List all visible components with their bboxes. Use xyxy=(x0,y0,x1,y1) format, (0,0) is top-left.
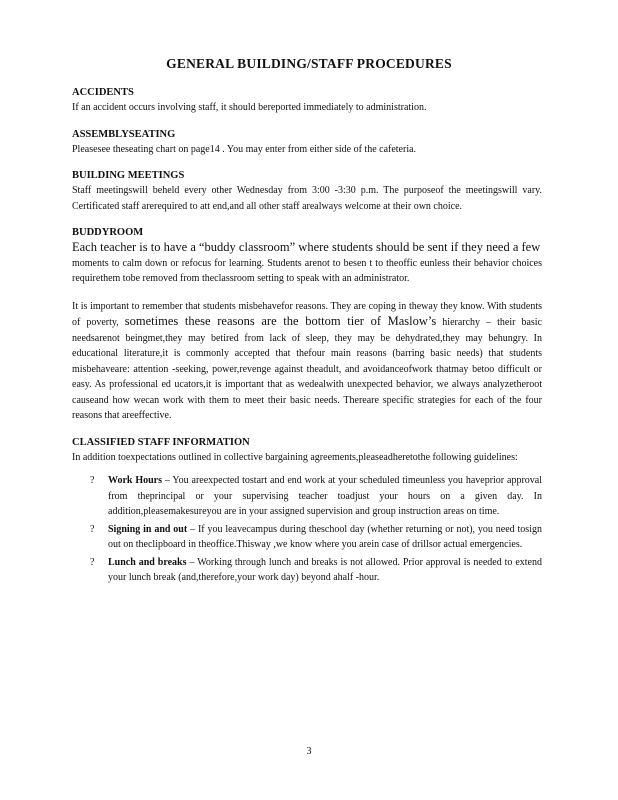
section-intro: In addition toexpectations outlined in collective bargaining agreements,pleaseadheretothe following guidelines: xyxy=(72,451,518,463)
item-label: Signing in and out xyxy=(108,523,188,535)
guidelines-list xyxy=(72,473,542,586)
section-text: Staff meetingswill beheld every other Wednesday from 3:00 -3:30 p.m. The purposeof the meetingswill vary. Certificated staff arerequired to att end,and all other staff arealways welcome at their own choice. xyxy=(72,185,542,212)
item-text: – You areexpected tostart and end work at your scheduled timeunless you haveprior approval from theprincipal or your supervising teacher toadjust your hours on a given day. In addition,pleasemakesureyou are in your assigned supervision and group instruction areas on time. xyxy=(108,475,543,517)
section-buddy-room xyxy=(72,226,542,424)
item-text: – If you leavecampus during theschool day (whether returning or not), you need tosign out on theclipboard in theoffice.Thisway ,we know where you arein case of drillsor actual emergencies. xyxy=(108,523,542,550)
item-label: Lunch and breaks xyxy=(108,556,187,568)
text-fragment-emphasis: sometimes these reasons are the bottom tier of Maslow’s xyxy=(124,314,437,328)
text-fragment: It is important to remember that students misbehavefor reasons. They are coping in theway they know. With students of poverty, xyxy=(72,300,542,328)
page-number: 3 xyxy=(306,746,312,757)
bullet-marker: ? xyxy=(90,475,95,486)
item-text: – Working through lunch and breaks is not allowed. Prior approval is needed to extend your lunch break (and,therefore,your work day) beyond ahalf -hour. xyxy=(108,556,542,583)
section-heading: BUDDYROOM xyxy=(72,227,144,238)
section-text-2 xyxy=(72,299,542,424)
item-label: Work Hours xyxy=(108,475,163,486)
section-heading: BUILDING MEETINGS xyxy=(72,170,185,181)
section-heading: ASSEMBLYSEATING xyxy=(72,128,176,140)
section-text: Pleasesee theseating chart on page14 . You may enter from either side of the cafeteria. xyxy=(72,143,417,155)
section-building-meetings xyxy=(72,169,542,214)
document-body xyxy=(72,86,542,588)
page-title: GENERAL BUILDING/STAFF PROCEDURES xyxy=(166,56,452,71)
section-heading: ACCIDENTS xyxy=(72,87,134,98)
bullet-marker: ? xyxy=(90,523,95,535)
section-accidents xyxy=(72,86,542,116)
list-item xyxy=(90,555,542,586)
list-item xyxy=(90,473,542,520)
list-item xyxy=(90,522,542,553)
section-heading: CLASSIFIED STAFF INFORMATION xyxy=(72,436,250,448)
bullet-marker: ? xyxy=(90,556,95,568)
section-lead-text: Each teacher is to have a “buddy classroom” where students should be sent if they need a few xyxy=(72,240,541,254)
section-text: If an accident occurs involving staff, it should bereported immediately to administration. xyxy=(72,102,427,113)
section-text: moments to calm down or refocus for learning. Students arenot to besen t to theoffic eunless their behavior choices requirethem tobe removed from theclassroom setting to speak with an administrator. xyxy=(72,257,542,284)
text-fragment: hierarchy – their basic needsarenot beingmet,they may betired from lack of sleep, they may be dehydrated,they may behungry. In educational literature,it is commonly accepted that thefour main reasons (barring basic needs) that students misbehaveare: attention -seeking, power,revenge against theadult, and avoidanceofwork thatmay betoo difficult or easy. As professional ed ucators,it is important that as wedealwith unexpected behavior, we always analyzetheroot causeand how wecan work with them to meet their basic needs. Thereare specific strategies for each of the four reasons that areeffective. xyxy=(72,317,542,421)
section-assembly-seating xyxy=(72,128,542,158)
section-classified-staff xyxy=(72,436,542,586)
